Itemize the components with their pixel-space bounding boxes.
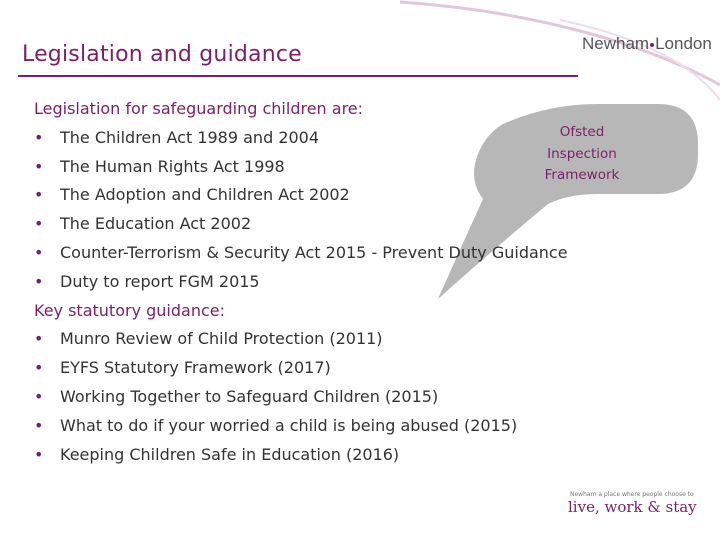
slide-title: Legislation and guidance [22, 42, 302, 67]
legislation-list [34, 124, 694, 297]
callout-line: Framework [544, 167, 620, 183]
guidance-list [34, 325, 694, 469]
list-item: • Working Together to Safeguard Children (2015) [34, 383, 694, 412]
guidance-heading: Key statutory guidance: [34, 300, 225, 320]
slide-content [34, 95, 694, 469]
list-item: • Keeping Children Safe in Education (2016) [34, 441, 694, 470]
title-underline [18, 75, 578, 77]
list-item: • Counter-Terrorism & Security Act 2015 - Prevent Duty Guidance [34, 239, 694, 268]
legislation-heading: Legislation for safeguarding children are: [34, 99, 364, 118]
list-item: • Munro Review of Child Protection (2011) [34, 325, 694, 354]
list-item: • The Children Act 1989 and 2004 [34, 124, 694, 153]
list-item: • EYFS Statutory Framework (2017) [34, 354, 694, 383]
list-item: • The Human Rights Act 1998 [34, 153, 694, 182]
list-item: • What to do if your worried a child is being abused (2015) [34, 412, 694, 441]
callout-line: Ofsted [559, 124, 605, 140]
list-item: • Duty to report FGM 2015 [34, 268, 694, 297]
newham-london-logo [582, 34, 712, 54]
callout-line: Inspection [547, 145, 617, 162]
footer-tagline-small: Newham a place where people choose to [570, 491, 694, 498]
logo-dot [650, 43, 654, 47]
footer-tagline: live, work & stay [568, 498, 697, 516]
list-item: • The Education Act 2002 [34, 210, 694, 239]
logo-text-left: Newham [582, 34, 650, 53]
list-item: • The Adoption and Children Act 2002 [34, 181, 694, 210]
logo-text-right: London [655, 34, 712, 53]
